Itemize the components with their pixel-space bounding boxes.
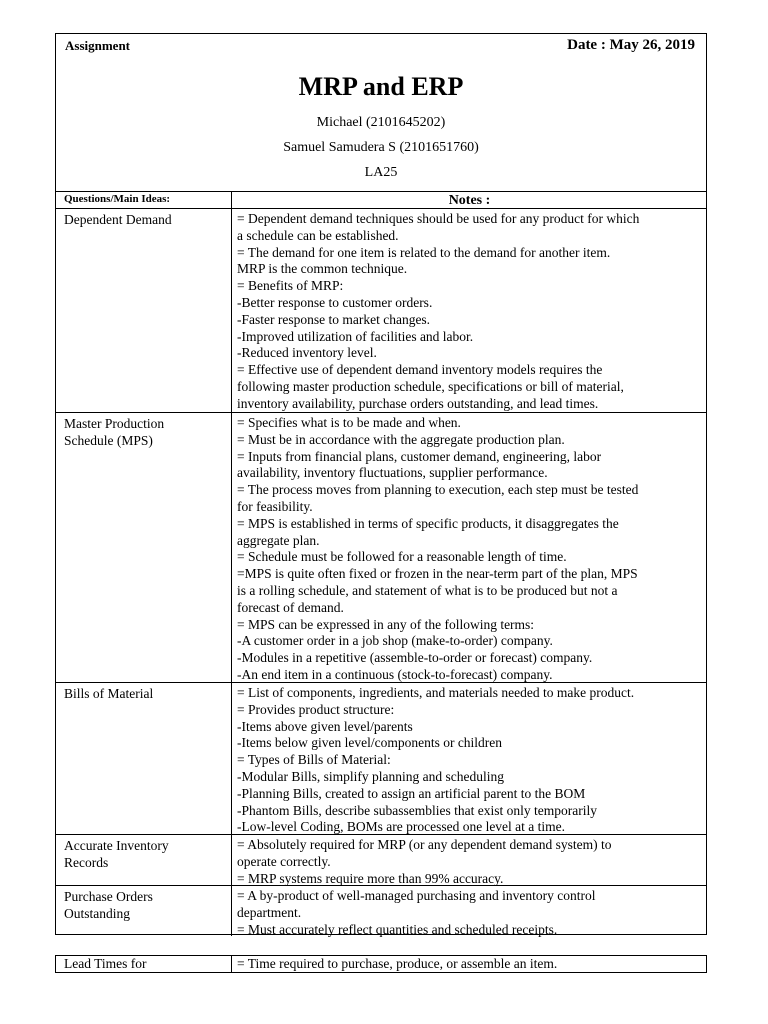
note-line: -Items below given level/components or children xyxy=(237,735,503,751)
note-line: = Provides product structure: xyxy=(237,701,395,717)
topic-line: Dependent Demand xyxy=(64,212,172,227)
column-header-notes: Notes : xyxy=(448,193,491,208)
note-line: = Benefits of MRP: xyxy=(237,278,344,294)
note-line: = Effective use of dependent demand inventory models requires the xyxy=(237,362,603,378)
note-line: = Specifies what is to be made and when. xyxy=(237,415,461,430)
note-line: -Improved utilization of facilities and labor. xyxy=(237,328,474,344)
note-line: -Items above given level/parents xyxy=(237,718,413,734)
table-row xyxy=(56,683,706,835)
row-notes xyxy=(232,886,706,936)
note-line: -Modular Bills, simplify planning and scheduling xyxy=(237,768,504,784)
note-line: = List of components, ingredients, and materials needed to make product. xyxy=(237,685,635,700)
table-row xyxy=(56,413,706,683)
note-line: aggregate plan. xyxy=(237,532,320,548)
note-line: -An end item in a continuous (stock-to-forecast) company. xyxy=(237,666,553,682)
class-code: LA25 xyxy=(364,165,398,180)
topic-line: Records xyxy=(64,855,109,870)
row-topic xyxy=(56,413,232,682)
author-1: Michael (2101645202) xyxy=(316,115,446,130)
note-line: -Faster response to market changes. xyxy=(237,311,431,327)
topic-line: Schedule (MPS) xyxy=(64,433,153,448)
note-line: department. xyxy=(237,904,302,920)
note-line: = The process moves from planning to execution, each step must be tested xyxy=(237,482,639,498)
row-topic xyxy=(56,835,232,885)
row-topic xyxy=(56,683,232,834)
table-header-row xyxy=(56,191,706,209)
page-title: MRP and ERP xyxy=(298,72,464,101)
note-line: a schedule can be established. xyxy=(237,227,399,243)
note-line: operate correctly. xyxy=(237,853,331,869)
note-line: MRP is the common technique. xyxy=(237,261,408,277)
note-line: = Must accurately reflect quantities and scheduled receipts. xyxy=(237,921,558,937)
continued-table-row xyxy=(55,955,707,973)
note-line: -Modules in a repetitive (assemble-to-order or forecast) company. xyxy=(237,650,593,666)
notes-document xyxy=(55,33,707,935)
table-row xyxy=(56,209,706,413)
topic-line: Accurate Inventory xyxy=(64,838,169,853)
note-line: -A customer order in a job shop (make-to-order) company. xyxy=(237,633,553,649)
column-header-questions: Questions/Main Ideas: xyxy=(56,191,232,208)
assignment-label: Assignment xyxy=(65,38,131,53)
author-2: Samuel Samudera S (2101651760) xyxy=(283,140,479,155)
row-topic xyxy=(56,886,232,936)
row-notes xyxy=(232,835,706,885)
note-line: = Must be in accordance with the aggregate production plan. xyxy=(237,431,565,447)
note-line: = MRP systems require more than 99% accuracy. xyxy=(237,870,504,886)
note-line: forecast of demand. xyxy=(237,599,344,615)
table-row xyxy=(56,886,706,936)
note-line: -Phantom Bills, describe subassemblies that exist only temporarily xyxy=(237,802,597,818)
note-line: = MPS is established in terms of specific products, it disaggregates the xyxy=(237,515,619,531)
row-notes xyxy=(232,683,706,834)
note-line: -Planning Bills, created to assign an artificial parent to the BOM xyxy=(237,785,586,801)
note-line: = The demand for one item is related to the demand for another item. xyxy=(237,244,611,260)
notes-table xyxy=(56,191,706,936)
note-line: -Better response to customer orders. xyxy=(237,294,433,310)
assignment-date: Date : May 26, 2019 xyxy=(567,37,695,53)
note-line: = Schedule must be followed for a reasonable length of time. xyxy=(237,549,567,565)
topic-line: Bills of Material xyxy=(64,686,154,701)
note-line: availability, inventory fluctuations, supplier performance. xyxy=(237,465,548,481)
note-line: = Inputs from financial plans, customer demand, engineering, labor xyxy=(237,448,602,464)
row-note: = Time required to purchase, produce, or assemble an item. xyxy=(237,956,558,971)
row-topic: Lead Times for xyxy=(56,956,232,972)
note-line: inventory availability, purchase orders outstanding, and lead times. xyxy=(237,395,599,411)
note-line: -Low-level Coding, BOMs are processed one level at a time. xyxy=(237,819,566,835)
topic-line: Purchase Orders xyxy=(64,889,153,904)
note-line: for feasibility. xyxy=(237,498,313,514)
note-line: = MPS can be expressed in any of the following terms: xyxy=(237,616,535,632)
row-notes xyxy=(232,209,706,412)
note-line: = Absolutely required for MRP (or any dependent demand system) to xyxy=(237,837,612,852)
row-notes xyxy=(232,413,706,682)
note-line: following master production schedule, specifications or bill of material, xyxy=(237,378,624,394)
note-line: is a rolling schedule, and statement of what is to be produced but not a xyxy=(237,582,618,598)
document-header xyxy=(56,34,706,192)
table-row xyxy=(56,835,706,886)
topic-line: Outstanding xyxy=(64,906,130,921)
note-line: = Dependent demand techniques should be used for any product for which xyxy=(237,211,640,226)
row-topic xyxy=(56,209,232,412)
note-line: =MPS is quite often fixed or frozen in the near-term part of the plan, MPS xyxy=(237,566,638,582)
topic-line: Master Production xyxy=(64,416,165,431)
note-line: -Reduced inventory level. xyxy=(237,345,377,361)
note-line: = Types of Bills of Material: xyxy=(237,752,391,768)
note-line: = A by-product of well-managed purchasing and inventory control xyxy=(237,888,596,903)
